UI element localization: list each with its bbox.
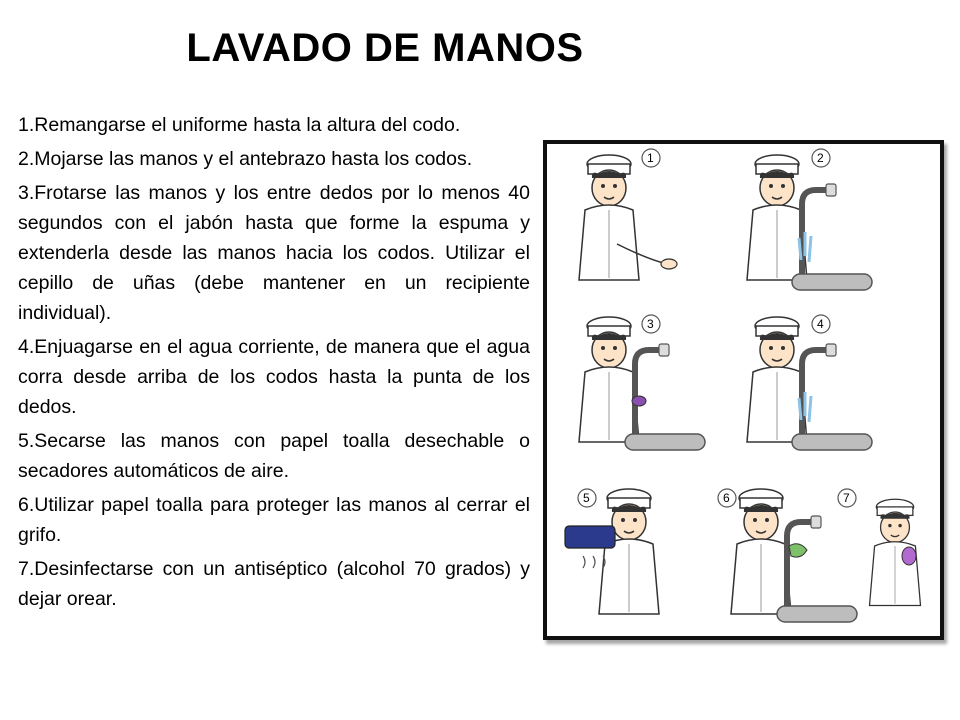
step-7: 7.Desinfectarse con un antiséptico (alcohol 70 grados) y dejar orear. <box>18 558 530 610</box>
handwashing-steps-drawing <box>547 144 940 636</box>
step-2: 2.Mojarse las manos y el antebrazo hasta los codos. <box>18 148 473 170</box>
step-6-drawing <box>718 489 857 622</box>
steps-list <box>18 110 530 618</box>
step-3: 3.Frotarse las manos y los entre dedos por lo menos 40 segundos con el jabón hasta que forme la espuma y extenderla desde las manos hacia los codos. Utilizar el cepillo de uñas (debe mantener en un recipiente individual). <box>18 182 530 324</box>
page-title: LAVADO DE MANOS <box>186 26 584 70</box>
step-4: 4.Enjuagarse en el agua corriente, de manera que el agua corra desde arriba de los codos hasta la punta de los dedos. <box>18 336 530 418</box>
step-7-drawing <box>838 489 921 606</box>
step-6: 6.Utilizar papel toalla para proteger las manos al cerrar el grifo. <box>18 494 530 546</box>
air-dryer-icon <box>565 526 615 548</box>
step-5: 5.Secarse las manos con papel toalla desechable o secadores automáticos de aire. <box>18 430 530 482</box>
panel-number-3: 3 <box>647 317 654 331</box>
panel-number-7: 7 <box>843 491 850 505</box>
step-4-drawing <box>747 315 872 450</box>
panel-number-1: 1 <box>647 151 654 165</box>
sanitizer-bottle-icon <box>902 547 916 565</box>
step-1: 1.Remangarse el uniforme hasta la altura del codo. <box>18 114 461 136</box>
panel-number-5: 5 <box>583 491 590 505</box>
panel-number-6: 6 <box>723 491 730 505</box>
handwashing-illustration <box>543 140 944 640</box>
step-5-drawing <box>565 489 659 614</box>
panel-number-2: 2 <box>817 151 824 165</box>
step-3-drawing <box>579 315 705 450</box>
step-1-drawing <box>579 149 677 280</box>
panel-number-4: 4 <box>817 317 824 331</box>
paper-towel-icon <box>789 544 807 557</box>
step-2-drawing <box>747 149 872 290</box>
